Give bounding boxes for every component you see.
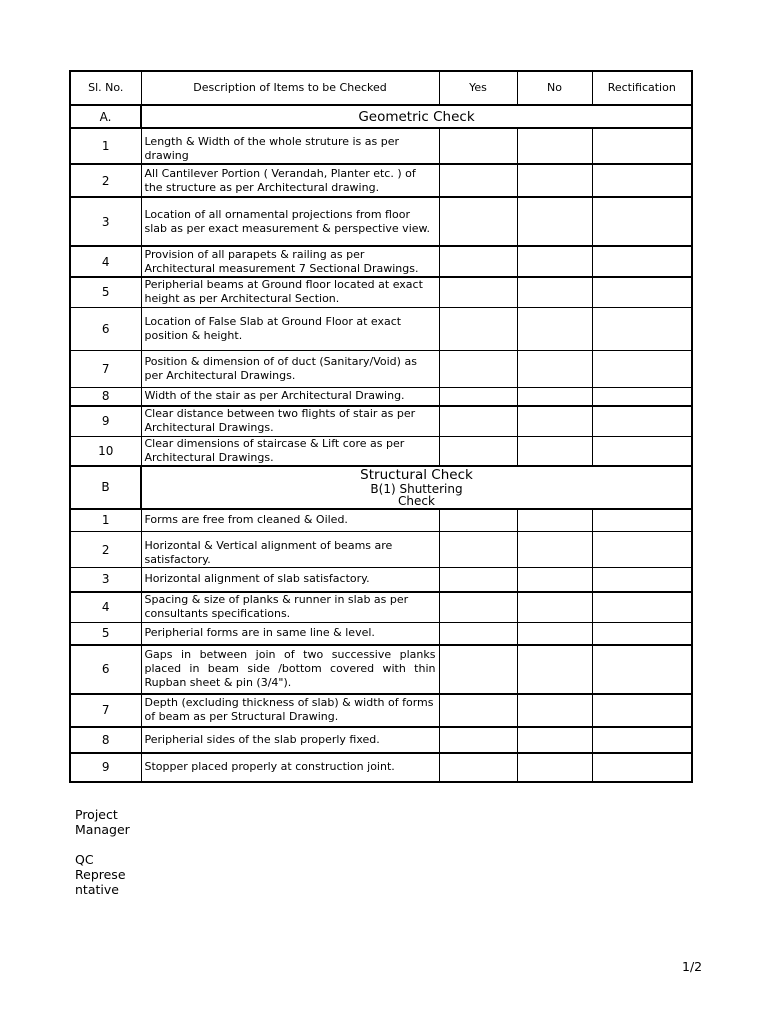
yes-cell[interactable] bbox=[439, 197, 517, 246]
item-description: Peripherial sides of the slab properly fixed. bbox=[141, 727, 439, 753]
no-cell[interactable] bbox=[517, 277, 592, 307]
yes-cell[interactable] bbox=[439, 387, 517, 406]
item-description: Horizontal alignment of slab satisfactory. bbox=[141, 568, 439, 592]
rectification-cell[interactable] bbox=[592, 568, 692, 592]
project-manager-label-2: Manager bbox=[75, 822, 130, 837]
rectification-cell[interactable] bbox=[592, 694, 692, 727]
item-description: Provision of all parapets & railing as per Architectural measurement 7 Sectional Drawings. bbox=[141, 246, 439, 277]
no-cell[interactable] bbox=[517, 128, 592, 164]
rectification-cell[interactable] bbox=[592, 623, 692, 645]
item-description: Stopper placed properly at construction joint. bbox=[141, 753, 439, 782]
item-number: 6 bbox=[70, 645, 141, 694]
header-description: Description of Items to be Checked bbox=[141, 71, 439, 105]
item-number: 9 bbox=[70, 406, 141, 436]
section-a-label: A. bbox=[70, 105, 141, 128]
table-row bbox=[70, 727, 692, 753]
table-row bbox=[70, 350, 692, 387]
item-description: Horizontal & Vertical alignment of beams are satisfactory. bbox=[141, 532, 439, 568]
header-rectification: Rectification bbox=[592, 71, 692, 105]
yes-cell[interactable] bbox=[439, 532, 517, 568]
table-row bbox=[70, 128, 692, 164]
no-cell[interactable] bbox=[517, 509, 592, 532]
table-row bbox=[70, 387, 692, 406]
section-a-row bbox=[70, 105, 692, 128]
rectification-cell[interactable] bbox=[592, 509, 692, 532]
item-description: Location of False Slab at Ground Floor at exact position & height. bbox=[141, 307, 439, 350]
table-row bbox=[70, 197, 692, 246]
item-number: 8 bbox=[70, 387, 141, 406]
no-cell[interactable] bbox=[517, 753, 592, 782]
rectification-cell[interactable] bbox=[592, 307, 692, 350]
item-number: 7 bbox=[70, 350, 141, 387]
table-row bbox=[70, 645, 692, 694]
section-b-subtitle-1: B(1) Shuttering bbox=[370, 481, 463, 496]
rectification-cell[interactable] bbox=[592, 350, 692, 387]
no-cell[interactable] bbox=[517, 532, 592, 568]
rectification-cell[interactable] bbox=[592, 645, 692, 694]
table-row bbox=[70, 623, 692, 645]
page-number: 1/2 bbox=[682, 959, 703, 974]
yes-cell[interactable] bbox=[439, 350, 517, 387]
signature-block bbox=[75, 807, 145, 897]
no-cell[interactable] bbox=[517, 164, 592, 197]
rectification-cell[interactable] bbox=[592, 277, 692, 307]
item-description: All Cantilever Portion ( Verandah, Planter etc. ) of the structure as per Architectural drawing. bbox=[141, 164, 439, 197]
rectification-cell[interactable] bbox=[592, 436, 692, 466]
rectification-cell[interactable] bbox=[592, 387, 692, 406]
section-b-row bbox=[70, 466, 692, 509]
rectification-cell[interactable] bbox=[592, 128, 692, 164]
item-description: Peripherial forms are in same line & level. bbox=[141, 623, 439, 645]
checklist-table bbox=[69, 70, 693, 783]
rectification-cell[interactable] bbox=[592, 727, 692, 753]
item-description: Spacing & size of planks & runner in slab as per consultants specifications. bbox=[141, 592, 439, 623]
yes-cell[interactable] bbox=[439, 645, 517, 694]
table-row bbox=[70, 694, 692, 727]
yes-cell[interactable] bbox=[439, 406, 517, 436]
no-cell[interactable] bbox=[517, 623, 592, 645]
no-cell[interactable] bbox=[517, 406, 592, 436]
no-cell[interactable] bbox=[517, 197, 592, 246]
section-b-title-cell bbox=[141, 466, 692, 509]
item-description: Forms are free from cleaned & Oiled. bbox=[141, 509, 439, 532]
yes-cell[interactable] bbox=[439, 246, 517, 277]
table-row bbox=[70, 592, 692, 623]
section-b-subtitle-2: Check bbox=[398, 493, 435, 508]
item-number: 5 bbox=[70, 623, 141, 645]
item-description: Width of the stair as per Architectural Drawing. bbox=[141, 387, 439, 406]
no-cell[interactable] bbox=[517, 436, 592, 466]
section-b-label: B bbox=[70, 466, 141, 509]
no-cell[interactable] bbox=[517, 350, 592, 387]
checklist-sheet bbox=[69, 70, 691, 783]
item-number: 7 bbox=[70, 694, 141, 727]
table-row bbox=[70, 164, 692, 197]
item-description: Length & Width of the whole struture is as per drawing bbox=[141, 128, 439, 164]
yes-cell[interactable] bbox=[439, 568, 517, 592]
yes-cell[interactable] bbox=[439, 436, 517, 466]
item-description: Location of all ornamental projections from floor slab as per exact measurement & perspective view. bbox=[141, 197, 439, 246]
rectification-cell[interactable] bbox=[592, 246, 692, 277]
item-number: 2 bbox=[70, 164, 141, 197]
item-description: Peripherial beams at Ground floor located at exact height as per Architectural Section. bbox=[141, 277, 439, 307]
no-cell[interactable] bbox=[517, 694, 592, 727]
table-row bbox=[70, 436, 692, 466]
item-description: Gaps in between join of two successive planks placed in beam side /bottom covered with thin Rupban sheet & pin (3/4"). bbox=[141, 645, 439, 694]
section-a-title: Geometric Check bbox=[141, 105, 692, 128]
item-number: 5 bbox=[70, 277, 141, 307]
table-row bbox=[70, 307, 692, 350]
rectification-cell[interactable] bbox=[592, 532, 692, 568]
no-cell[interactable] bbox=[517, 246, 592, 277]
table-row bbox=[70, 509, 692, 532]
rectification-cell[interactable] bbox=[592, 197, 692, 246]
item-description: Position & dimension of of duct (Sanitary/Void) as per Architectural Drawings. bbox=[141, 350, 439, 387]
yes-cell[interactable] bbox=[439, 727, 517, 753]
yes-cell[interactable] bbox=[439, 623, 517, 645]
no-cell[interactable] bbox=[517, 387, 592, 406]
table-row bbox=[70, 753, 692, 782]
no-cell[interactable] bbox=[517, 568, 592, 592]
table-row bbox=[70, 246, 692, 277]
item-number: 1 bbox=[70, 509, 141, 532]
table-row bbox=[70, 532, 692, 568]
item-number: 9 bbox=[70, 753, 141, 782]
rectification-cell[interactable] bbox=[592, 592, 692, 623]
project-manager-label-1: Project bbox=[75, 807, 118, 822]
header-sl-no: Sl. No. bbox=[70, 71, 141, 105]
yes-cell[interactable] bbox=[439, 509, 517, 532]
table-row bbox=[70, 406, 692, 436]
table-header-row bbox=[70, 71, 692, 105]
no-cell[interactable] bbox=[517, 307, 592, 350]
header-no: No bbox=[517, 71, 592, 105]
no-cell[interactable] bbox=[517, 645, 592, 694]
item-description: Depth (excluding thickness of slab) & width of forms of beam as per Structural Drawing. bbox=[141, 694, 439, 727]
item-number: 3 bbox=[70, 568, 141, 592]
item-number: 1 bbox=[70, 128, 141, 164]
header-yes: Yes bbox=[439, 71, 517, 105]
yes-cell[interactable] bbox=[439, 592, 517, 623]
rectification-cell[interactable] bbox=[592, 753, 692, 782]
item-number: 4 bbox=[70, 592, 141, 623]
item-number: 2 bbox=[70, 532, 141, 568]
item-description: Clear distance between two flights of stair as per Architectural Drawings. bbox=[141, 406, 439, 436]
yes-cell[interactable] bbox=[439, 307, 517, 350]
yes-cell[interactable] bbox=[439, 277, 517, 307]
qc-label-3: ntative bbox=[75, 882, 119, 897]
item-number: 3 bbox=[70, 197, 141, 246]
item-number: 10 bbox=[70, 436, 141, 466]
item-number: 6 bbox=[70, 307, 141, 350]
item-number: 8 bbox=[70, 727, 141, 753]
yes-cell[interactable] bbox=[439, 164, 517, 197]
section-b-title: Structural Check bbox=[360, 466, 473, 483]
rectification-cell[interactable] bbox=[592, 406, 692, 436]
yes-cell[interactable] bbox=[439, 694, 517, 727]
yes-cell[interactable] bbox=[439, 753, 517, 782]
yes-cell[interactable] bbox=[439, 128, 517, 164]
qc-label-1: QC bbox=[75, 852, 94, 867]
table-row bbox=[70, 277, 692, 307]
no-cell[interactable] bbox=[517, 592, 592, 623]
qc-label-2: Represe bbox=[75, 867, 126, 882]
item-description: Clear dimensions of staircase & Lift core as per Architectural Drawings. bbox=[141, 436, 439, 466]
no-cell[interactable] bbox=[517, 727, 592, 753]
rectification-cell[interactable] bbox=[592, 164, 692, 197]
table-row bbox=[70, 568, 692, 592]
item-number: 4 bbox=[70, 246, 141, 277]
